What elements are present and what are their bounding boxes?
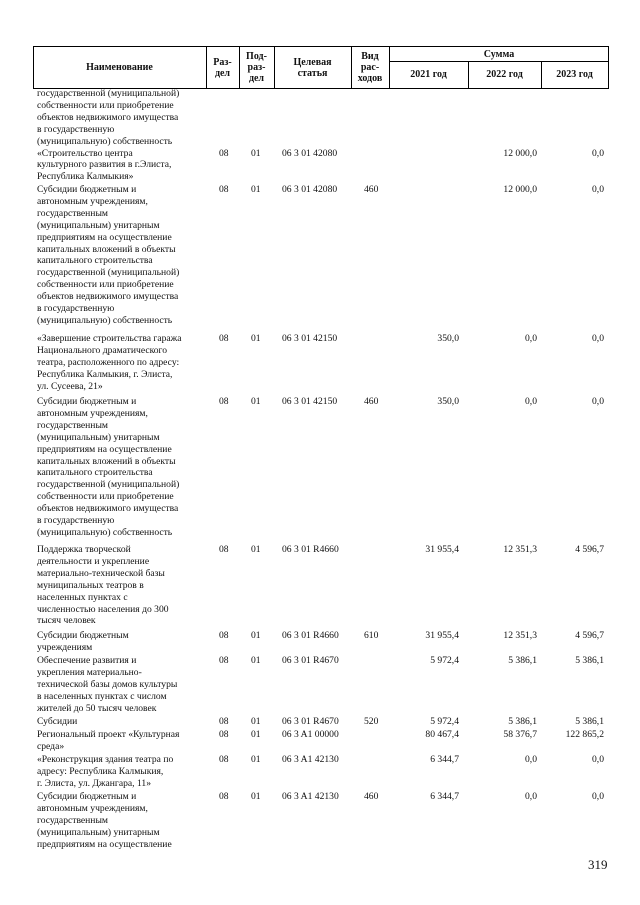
- row-name: Обеспечение развития и укрепления материально- технической базы домов культуры в населенных пунктах с числом жителей до 50 тысяч человек: [37, 655, 178, 714]
- row-podrazdel: 01: [251, 148, 261, 159]
- row-podrazdel: 01: [251, 630, 261, 641]
- row-2021: 31 955,4: [425, 630, 459, 641]
- row-2021: 350,0: [437, 396, 459, 407]
- row-statya: 06 3 A1 42130: [282, 754, 339, 765]
- row-name: государственной (муниципальной) собственности или приобретение объектов недвижимого имущества в государственную (муниципальную) собственность «Строительство центра культурного развития в г.Элиста, Республика Калмыкия»: [37, 88, 180, 183]
- row-podrazdel: 01: [251, 791, 261, 802]
- row-name: Субсидии бюджетным учреждениям: [37, 630, 129, 653]
- header-summa: Сумма: [483, 48, 515, 60]
- row-razdel: 08: [219, 754, 229, 765]
- row-2022: 58 376,7: [503, 729, 537, 740]
- row-statya: 06 3 01 R4660: [282, 630, 339, 641]
- row-statya: 06 3 01 R4660: [282, 544, 339, 555]
- row-podrazdel: 01: [251, 184, 261, 195]
- row-2023: 5 386,1: [575, 655, 604, 666]
- row-2023: 4 596,7: [575, 630, 604, 641]
- header-2021: 2021 год: [410, 69, 447, 80]
- row-2022: 5 386,1: [508, 716, 537, 727]
- row-2023: 0,0: [592, 754, 604, 765]
- row-name: Субсидии бюджетным и автономным учреждениям, государственным (муниципальным) унитарным предприятиям на осуществление капитальных вложений в объекты капитального строительства государственной (муниципальной) собственности или приобретение объектов недвижимого имущества в государственную (муниципальную) собственность: [37, 396, 180, 538]
- row-2022: 5 386,1: [508, 655, 537, 666]
- row-2022: 12 000,0: [503, 148, 537, 159]
- row-statya: 06 3 A1 00000: [282, 729, 339, 740]
- row-2023: 0,0: [592, 184, 604, 195]
- row-2021: 6 344,7: [430, 754, 459, 765]
- header-2023: 2023 год: [556, 69, 593, 80]
- row-2022: 12 000,0: [503, 184, 537, 195]
- row-2022: 12 351,3: [503, 630, 537, 641]
- row-podrazdel: 01: [251, 544, 261, 555]
- row-vid: 460: [364, 791, 379, 802]
- row-2022: 0,0: [525, 791, 537, 802]
- row-name: Субсидии: [37, 716, 78, 727]
- row-podrazdel: 01: [251, 729, 261, 740]
- row-vid: 520: [364, 716, 379, 727]
- row-razdel: 08: [219, 655, 229, 666]
- row-2023: 4 596,7: [575, 544, 604, 555]
- row-2023: 5 386,1: [575, 716, 604, 727]
- row-2023: 0,0: [592, 333, 604, 344]
- row-name: Субсидии бюджетным и автономным учреждениям, государственным (муниципальным) унитарным предприятиям на осуществление: [37, 791, 172, 850]
- row-2021: 5 972,4: [430, 716, 459, 727]
- header-razdel: Раз- дел: [213, 56, 232, 79]
- row-name: «Завершение строительства гаража Национального драматического театра, расположенного по адресу: Республика Калмыкия, г. Элиста, ул. Сусеева, 21»: [37, 333, 182, 392]
- row-razdel: 08: [219, 184, 229, 195]
- row-2022: 0,0: [525, 333, 537, 344]
- row-razdel: 08: [219, 791, 229, 802]
- row-statya: 06 3 01 42080: [282, 184, 338, 195]
- row-statya: 06 3 A1 42130: [282, 791, 339, 802]
- header-2022: 2022 год: [486, 69, 523, 80]
- row-podrazdel: 01: [251, 754, 261, 765]
- row-name: Субсидии бюджетным и автономным учреждениям, государственным (муниципальным) унитарным предприятиям на осуществление капитальных вложений в объекты капитального строительства государственной (муниципальной) собственности или приобретение объектов недвижимого имущества в государственную (муниципальную) собственность: [37, 184, 180, 326]
- row-podrazdel: 01: [251, 333, 261, 344]
- row-2023: 0,0: [592, 148, 604, 159]
- row-vid: 610: [364, 630, 379, 641]
- row-2023: 0,0: [592, 396, 604, 407]
- row-razdel: 08: [219, 544, 229, 555]
- row-2021: 31 955,4: [425, 544, 459, 555]
- header-name: Наименование: [86, 62, 153, 73]
- row-razdel: 08: [219, 333, 229, 344]
- row-razdel: 08: [219, 148, 229, 159]
- row-name: «Реконструкция здания театра по адресу: Республика Калмыкия, г. Элиста, ул. Джангара, 11»: [37, 754, 174, 789]
- row-vid: 460: [364, 396, 379, 407]
- row-2022: 12 351,3: [503, 544, 537, 555]
- row-2022: 0,0: [525, 754, 537, 765]
- row-vid: 460: [364, 184, 379, 195]
- row-2021: 80 467,4: [425, 729, 459, 740]
- header-podrazdel: Под- раз- дел: [246, 51, 267, 84]
- header-statya: Целевая статья: [293, 56, 332, 79]
- row-razdel: 08: [219, 630, 229, 641]
- row-podrazdel: 01: [251, 655, 261, 666]
- row-2021: 6 344,7: [430, 791, 459, 802]
- row-razdel: 08: [219, 716, 229, 727]
- row-statya: 06 3 01 R4670: [282, 655, 339, 666]
- row-statya: 06 3 01 42150: [282, 333, 338, 344]
- row-2022: 0,0: [525, 396, 537, 407]
- row-name: Поддержка творческой деятельности и укрепление материально-технической базы муниципальных театров в населенных пунктах с численностью населения до 300 тысяч человек: [37, 544, 169, 627]
- row-statya: 06 3 01 42080: [282, 148, 338, 159]
- row-2023: 0,0: [592, 791, 604, 802]
- table-header: [33, 46, 609, 89]
- row-2023: 122 865,2: [565, 729, 604, 740]
- row-2021: 5 972,4: [430, 655, 459, 666]
- row-razdel: 08: [219, 729, 229, 740]
- row-2021: 350,0: [437, 333, 459, 344]
- row-statya: 06 3 01 R4670: [282, 716, 339, 727]
- header-vid: Вид рас- ходов: [357, 51, 383, 84]
- row-razdel: 08: [219, 396, 229, 407]
- page-number: 319: [588, 857, 608, 872]
- row-podrazdel: 01: [251, 396, 261, 407]
- row-podrazdel: 01: [251, 716, 261, 727]
- row-statya: 06 3 01 42150: [282, 396, 338, 407]
- row-name: Региональный проект «Культурная среда»: [37, 729, 180, 752]
